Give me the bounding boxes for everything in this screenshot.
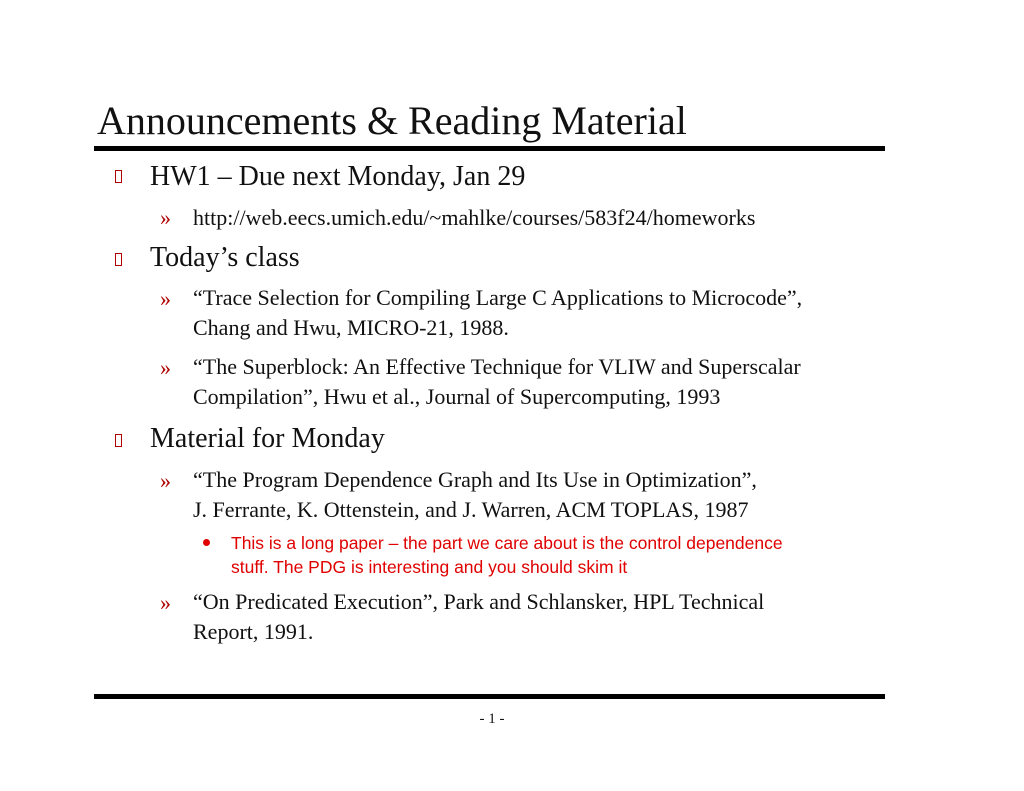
section-heading-material-monday: Material for Monday <box>150 423 385 454</box>
section-heading-todays-class: Today’s class <box>150 242 300 273</box>
reading-item <box>193 283 802 343</box>
title-underline <box>94 146 885 151</box>
item-line: Report, 1991. <box>193 619 314 644</box>
homework-link[interactable] <box>193 203 755 233</box>
item-line: Compilation”, Hwu et al., Journal of Supercomputing, 1993 <box>193 384 721 409</box>
item-line: “The Program Dependence Graph and Its Use in Optimization”, <box>193 467 757 492</box>
double-chevron-icon: » <box>160 590 171 615</box>
item-line: Chang and Hwu, MICRO-21, 1988. <box>193 315 509 340</box>
square-bullet-icon <box>115 434 122 447</box>
square-bullet-icon <box>115 170 122 183</box>
double-chevron-icon: » <box>160 355 171 380</box>
dot-bullet-icon <box>203 539 210 546</box>
reading-item <box>193 352 801 412</box>
section-heading-hw1: HW1 – Due next Monday, Jan 29 <box>150 161 526 192</box>
footer-rule <box>94 694 885 699</box>
page-number: - 1 - <box>479 711 505 727</box>
double-chevron-icon: » <box>160 286 171 311</box>
reading-item <box>193 587 764 647</box>
item-line: “The Superblock: An Effective Technique for VLIW and Superscalar <box>193 354 801 379</box>
item-line[interactable]: http://web.eecs.umich.edu/~mahlke/courses/583f24/homeworks <box>193 205 756 230</box>
double-chevron-icon: » <box>160 205 171 230</box>
reading-item <box>193 465 757 525</box>
item-line: “Trace Selection for Compiling Large C Applications to Microcode”, <box>193 285 803 310</box>
page-title: Announcements & Reading Material <box>97 98 687 143</box>
double-chevron-icon: » <box>160 468 171 493</box>
note-line: stuff. The PDG is interesting and you should skim it <box>231 557 628 577</box>
square-bullet-icon <box>115 253 122 266</box>
item-line: “On Predicated Execution”, Park and Schlansker, HPL Technical <box>193 589 765 614</box>
item-line: J. Ferrante, K. Ottenstein, and J. Warren, ACM TOPLAS, 1987 <box>193 497 749 522</box>
note-line: This is a long paper – the part we care about is the control dependence <box>231 533 783 553</box>
reading-note <box>231 531 783 579</box>
